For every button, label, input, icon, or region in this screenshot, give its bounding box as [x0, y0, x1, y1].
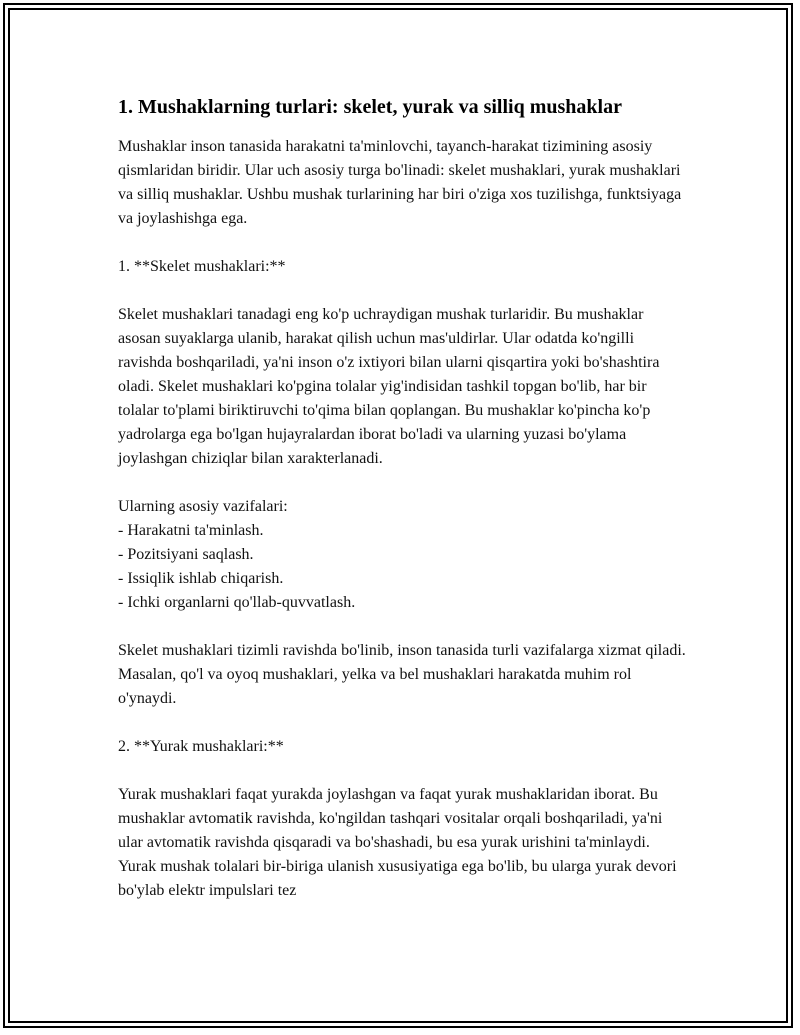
list-item: - Ichki organlarni qo'llab-quvvatlash.	[118, 594, 356, 611]
section-heading-cardiac: 2. **Yurak mushaklari:**	[118, 738, 284, 755]
skeletal-muscles-paragraph: Skelet mushaklari tanadagi eng ko'p uchraydigan mushak turlaridir. Bu mushaklar asosan suyaklarga ulanib, harakat qilish uchun mas'uldirlar. Ular odatda ko'ngilli ravishda boshqariladi, ya'ni inson o'z ixtiyori bilan ularni qisqartira yoki bo'shashtira oladi. Skelet mushaklari ko'pgina tolalar yig'indisidan tashkil topgan bo'lib, har bir tolalar to'plami biriktiruvchi to'qima bilan qoplangan. Bu mushaklar ko'pincha ko'p yadrolarga ega bo'lgan hujayralardan iborat bo'ladi va ularning yuzasi bo'ylama joylashgan chiziqlar bilan xarakterlanadi.	[118, 306, 660, 467]
functions-list	[118, 495, 688, 615]
intro-paragraph: Mushaklar inson tanasida harakatni ta'minlovchi, tayanch-harakat tizimining asosiy qismlaridan biridir. Ular uch asosiy turga bo'linadi: skelet mushaklari, yurak mushaklari va silliq mushaklar. Ushbu mushak turlarining har biri o'ziga xos tuzilishga, funktsiyaga va joylashishga ega.	[118, 138, 682, 227]
list-item: - Issiqlik ishlab chiqarish.	[118, 570, 284, 587]
cardiac-muscles-paragraph: Yurak mushaklari faqat yurakda joylashgan va faqat yurak mushaklaridan iborat. Bu mushaklar avtomatik ravishda, ko'ngildan tashqari vositalar orqali boshqariladi, ya'ni ular avtomatik ravishda qisqaradi va bo'shashadi, bu esa yurak urishini ta'minlaydi. Yurak mushak tolalari bir-biriga ulanish xususiyatiga ega bo'lib, bu ularga yurak devori bo'ylab elektr impulslari tez	[118, 786, 677, 899]
skeletal-closing-paragraph: Skelet mushaklari tizimli ravishda bo'linib, inson tanasida turli vazifalarga xizmat qiladi. Masalan, qo'l va oyoq mushaklari, yelka va bel mushaklari harakatda muhim rol o'ynaydi.	[118, 642, 686, 707]
list-item: - Pozitsiyani saqlash.	[118, 546, 254, 563]
section-heading-skeletal: 1. **Skelet mushaklari:**	[118, 258, 286, 275]
document-body	[118, 93, 688, 927]
list-item: - Harakatni ta'minlash.	[118, 522, 264, 539]
document-title: 1. Mushaklarning turlari: skelet, yurak va silliq mushaklar	[118, 96, 622, 118]
functions-label: Ularning asosiy vazifalari:	[118, 498, 288, 515]
